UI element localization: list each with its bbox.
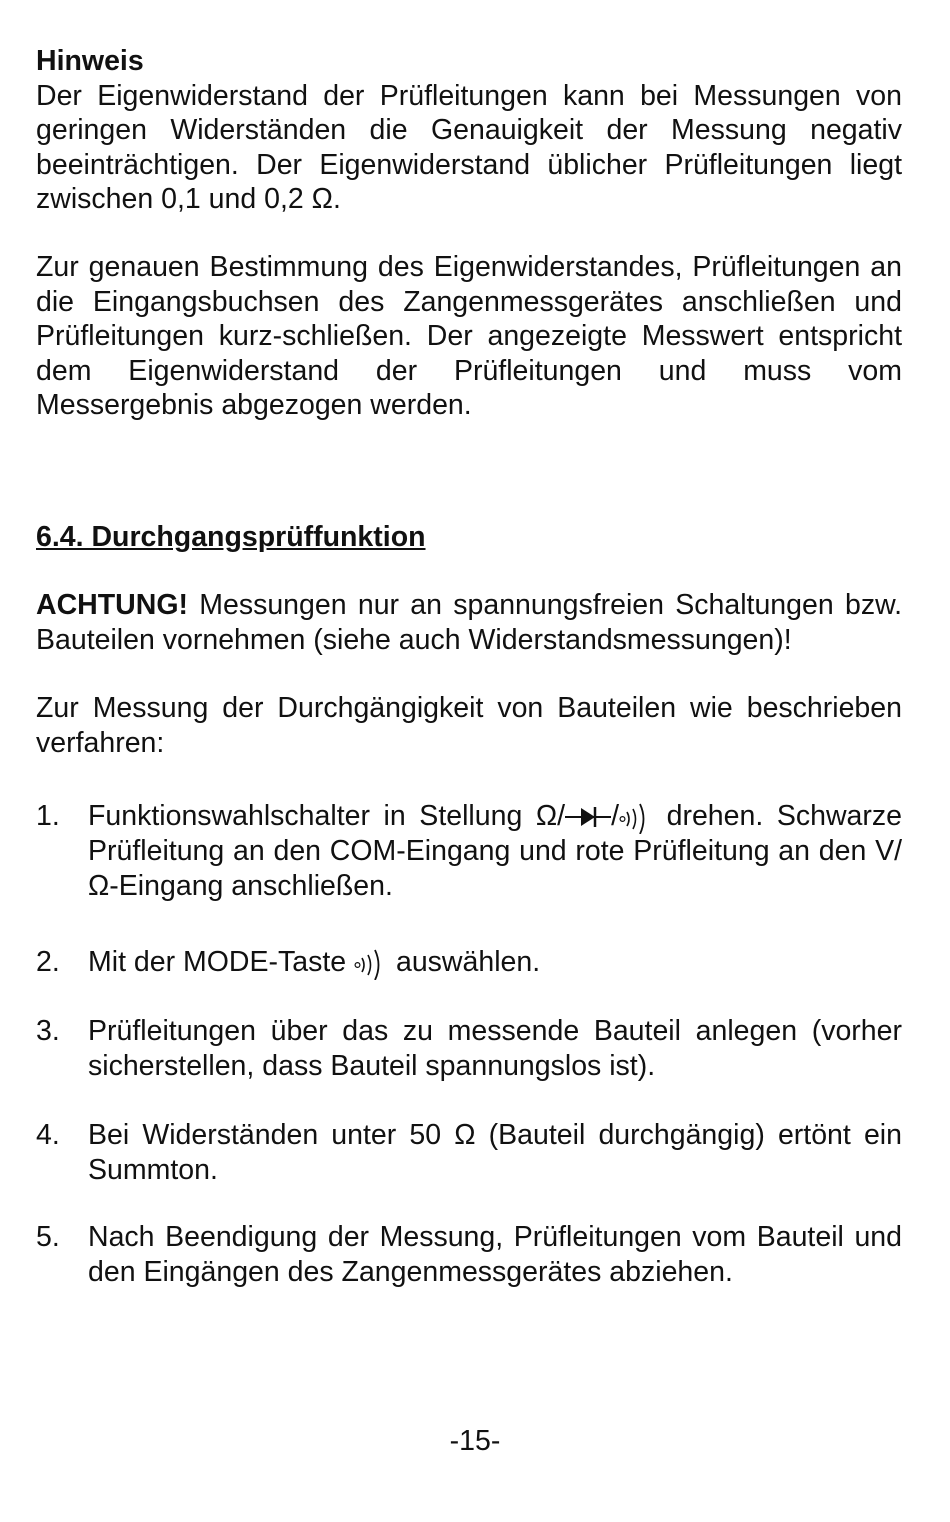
list-item <box>36 799 902 903</box>
symbol-slash: / <box>611 800 620 832</box>
page-number: -15- <box>449 1425 501 1457</box>
list-item <box>36 1118 902 1187</box>
hinweis-heading: Hinweis <box>36 45 144 77</box>
list-item <box>36 945 902 980</box>
hinweis-text: Der Eigenwiderstand der Prüfleitungen kann bei Messungen von geringen Widerständen die Genauigkeit der Messung negativ beeinträchtigen. Der Eigenwiderstand üblicher Prüfleitungen liegt zwischen 0,1 und 0,2 Ω. <box>36 79 902 215</box>
step-text-pre: Funktionswahlschalter in Stellung <box>88 800 536 832</box>
list-item-number: 2. <box>36 946 60 978</box>
hinweis-block <box>36 44 902 217</box>
section-title: 6.4. Durchgangsprüffunktion <box>36 521 426 553</box>
step-text-post: drehen. Schwarze Prüfleitung an den COM-Eingang und rote Prüfleitung an den V/Ω-Eingang anschließen. <box>88 800 902 902</box>
list-item-number: 3. <box>36 1015 60 1047</box>
list-item-number: 1. <box>36 800 60 832</box>
step-text-post: auswählen. <box>388 946 541 978</box>
list-item-text: Bei Widerständen unter 50 Ω (Bauteil durchgängig) ertönt ein Summton. <box>88 1119 902 1186</box>
intro-paragraph: Zur Messung der Durchgängigkeit von Bauteilen wie beschrieben verfahren: <box>36 692 902 759</box>
continuity-icon <box>619 800 653 834</box>
list-item-number: 4. <box>36 1119 60 1151</box>
list-item-text <box>88 799 902 903</box>
list-item-text: Nach Beendigung der Messung, Prüfleitungen vom Bauteil und den Eingängen des Zangenmessgerätes abziehen. <box>88 1221 902 1288</box>
list-item-number: 5. <box>36 1221 60 1253</box>
diode-icon <box>565 805 611 829</box>
continuity-icon <box>354 946 388 980</box>
list-item-text <box>88 945 902 980</box>
warning-paragraph <box>36 588 902 657</box>
paragraph-test-lead-resistance: Zur genauen Bestimmung des Eigenwiderstandes, Prüfleitungen an die Eingangsbuchsen des Zangenmessgerätes anschließen und Prüfleitungen kurz-schließen. Der angezeigte Messwert entspricht dem Eigenwiderstand der Prüfleitungen und muss vom Messergebnis abgezogen werden. <box>36 251 902 421</box>
list-item <box>36 1014 902 1083</box>
step-text-pre: Mit der MODE-Taste <box>88 946 355 978</box>
list-item <box>36 1220 902 1289</box>
warning-text: Messungen nur an spannungsfreien Schaltungen bzw. Bauteilen vornehmen (siehe auch Widerstandsmessungen)! <box>36 589 902 656</box>
warning-label: ACHTUNG! <box>36 589 188 621</box>
ohm-symbol-text: Ω/ <box>535 800 566 832</box>
list-item-text: Prüfleitungen über das zu messende Bauteil anlegen (vorher sicherstellen, dass Bauteil spannungslos ist). <box>88 1015 902 1082</box>
